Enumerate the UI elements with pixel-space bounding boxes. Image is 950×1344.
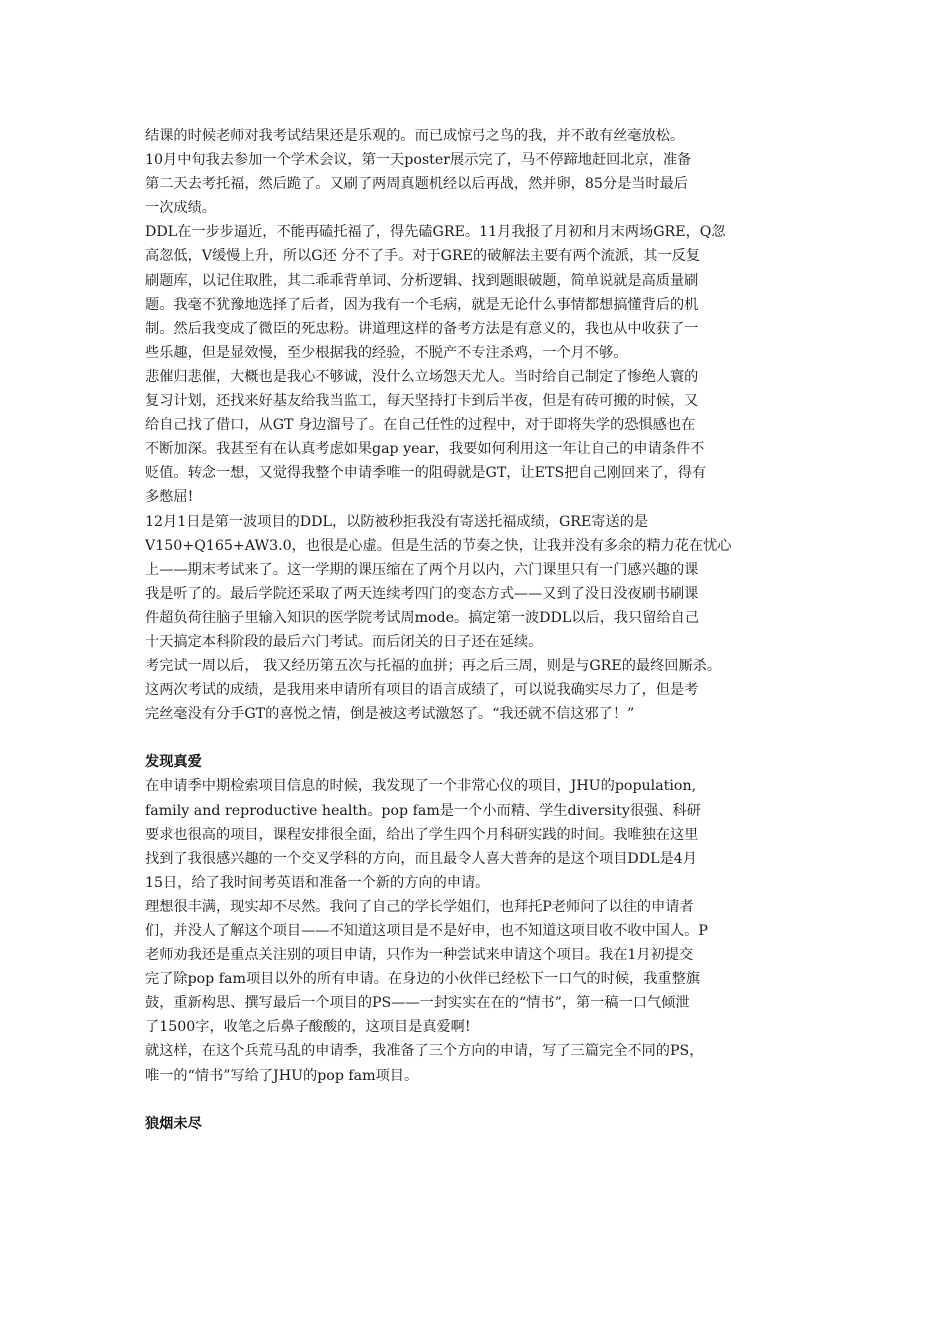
- document-body: [145, 124, 825, 1136]
- paragraph-reality: 理想很丰满，现实却不尽然。我问了自己的学长学姐们，也拜托P老师问了以往的申请者 们，并没人了解这个项目——不知道这项目是不是好申，也不知道这项目收不收中国人。P 老师劝我还是重点关注别的项目申请，只作为一种尝试来申请这个项目。我在1月初提交 完了除pop fam项目以外的所有申请。在身边的小伙伴已经松下一口气的时候，我重整旗 鼓，重新构思、撰写最后一个项目的PS——一封实实在在的“情书”，第一稿一口气倾泄 了1500字，收笔之后鼻子酸酸的，这项目是真爱啊!: [145, 898, 708, 1036]
- paragraph-ddl-gre: DDL在一步步逼近，不能再磕托福了，得先磕GRE。11月我报了月初和月末两场GRE，Q忽 高忽低，V缓慢上升，所以G还 分不了手。对于GRE的破解法主要有两个流派，其一反复 刷题库，以记住取胜，其二乖乖背单词、分析逻辑、找到题眼破题，简单说就是高质量刷 题。我毫不犹豫地选择了后者，因为我有一个毛病，就是无论什么事情都想搞懂背后的机 制。然后我变成了微臣的死忠粉。讲道理这样的备考方法是有意义的，我也从中收获了一 些乐趣，但是显效慢，至少根据我的经验，不脱产不专注杀鸡，一个月不够。: [145, 224, 726, 361]
- paragraph-october-toefl: 10月中旬我去参加一个学术会议，第一天poster展示完了，马不停蹄地赶回北京，准备 第二天去考托福，然后跪了。又刷了两周真题机经以后再战，然并卵，85分是当时最后 一次成绩。: [145, 152, 692, 217]
- paragraph-study-plan: 悲催归悲催，大概也是我心不够诚，没什么立场怨天尤人。当时给自己制定了惨绝人寰的 复习计划，还找来好基友给我当监工，每天坚持打卡到后半夜，但是有砖可搬的时候，又 给自己找了借口，从GT 身边溜号了。在自己任性的过程中，对于即将失学的恐惧感也在 不断加深。我甚至有在认真考虑如果gap year，我要如何利用这一年让自己的申请条件不 贬值。转念一想，又觉得我整个申请季唯一的阻碍就是GT，让ETS把自己刚回来了，得有 多憋屈!: [145, 368, 707, 506]
- paragraph-december-ddl: 12月1日是第一波项目的DDL，以防被秒拒我没有寄送托福成绩，GRE寄送的是 V150+Q165+AW3.0，也很是心虚。但是生活的节奏之快，让我并没有多余的精力花在忧心 上——期末考试来了。这一学期的课压缩在了两个月以内，六门课里只有一门感兴趣的课 我是听了的。最后学院还采取了两天连续考四门的变态方式——又到了没日没夜刷书刷课 件超负荷往脑子里输入知识的医学院考试周mode。搞定第一波DDL以后，我只留给自己 十天搞定本科阶段的最后六门考试。而后闭关的日子还在延续。: [145, 513, 732, 650]
- paragraph-final-exams: 考完试一周以后， 我又经历第五次与托福的血拼；再之后三周，则是与GRE的最终回厮杀。 这两次考试的成绩，是我用来申请所有项目的语言成绩了，可以说我确实尽力了，但是考 完丝毫没有分手GT的喜悦之情，倒是被这考试激怒了。“我还就不信这邪了！”: [145, 658, 722, 723]
- section-heading-true-love: 发现真爱: [145, 754, 202, 771]
- paragraph-conclusion: 就这样，在这个兵荒马乱的申请季，我准备了三个方向的申请，写了三篇完全不同的PS， 唯一的“情书”写给了JHU的pop fam项目。: [145, 1043, 704, 1084]
- paragraph-jhu-program: 在申请季中期检索项目信息的时候，我发现了一个非常心仪的项目，JHU的population, family and reproductive health。pop fam是一个小而精、学生diversity很强、科研 要求也很高的项目，课程安排很全面，给出了学生四个月科研实践的时间。我唯独在这里 找到了我很感兴趣的一个交叉学科的方向，而且最令人喜大普奔的是这个项目DDL是4月 15日，给了我时间考英语和准备一个新的方向的申请。: [145, 778, 701, 891]
- section-heading-smoke: 狼烟未尽: [145, 1115, 202, 1132]
- paragraph-course-end: 结课的时候老师对我考试结果还是乐观的。而已成惊弓之鸟的我，并不敢有丝毫放松。: [145, 128, 685, 144]
